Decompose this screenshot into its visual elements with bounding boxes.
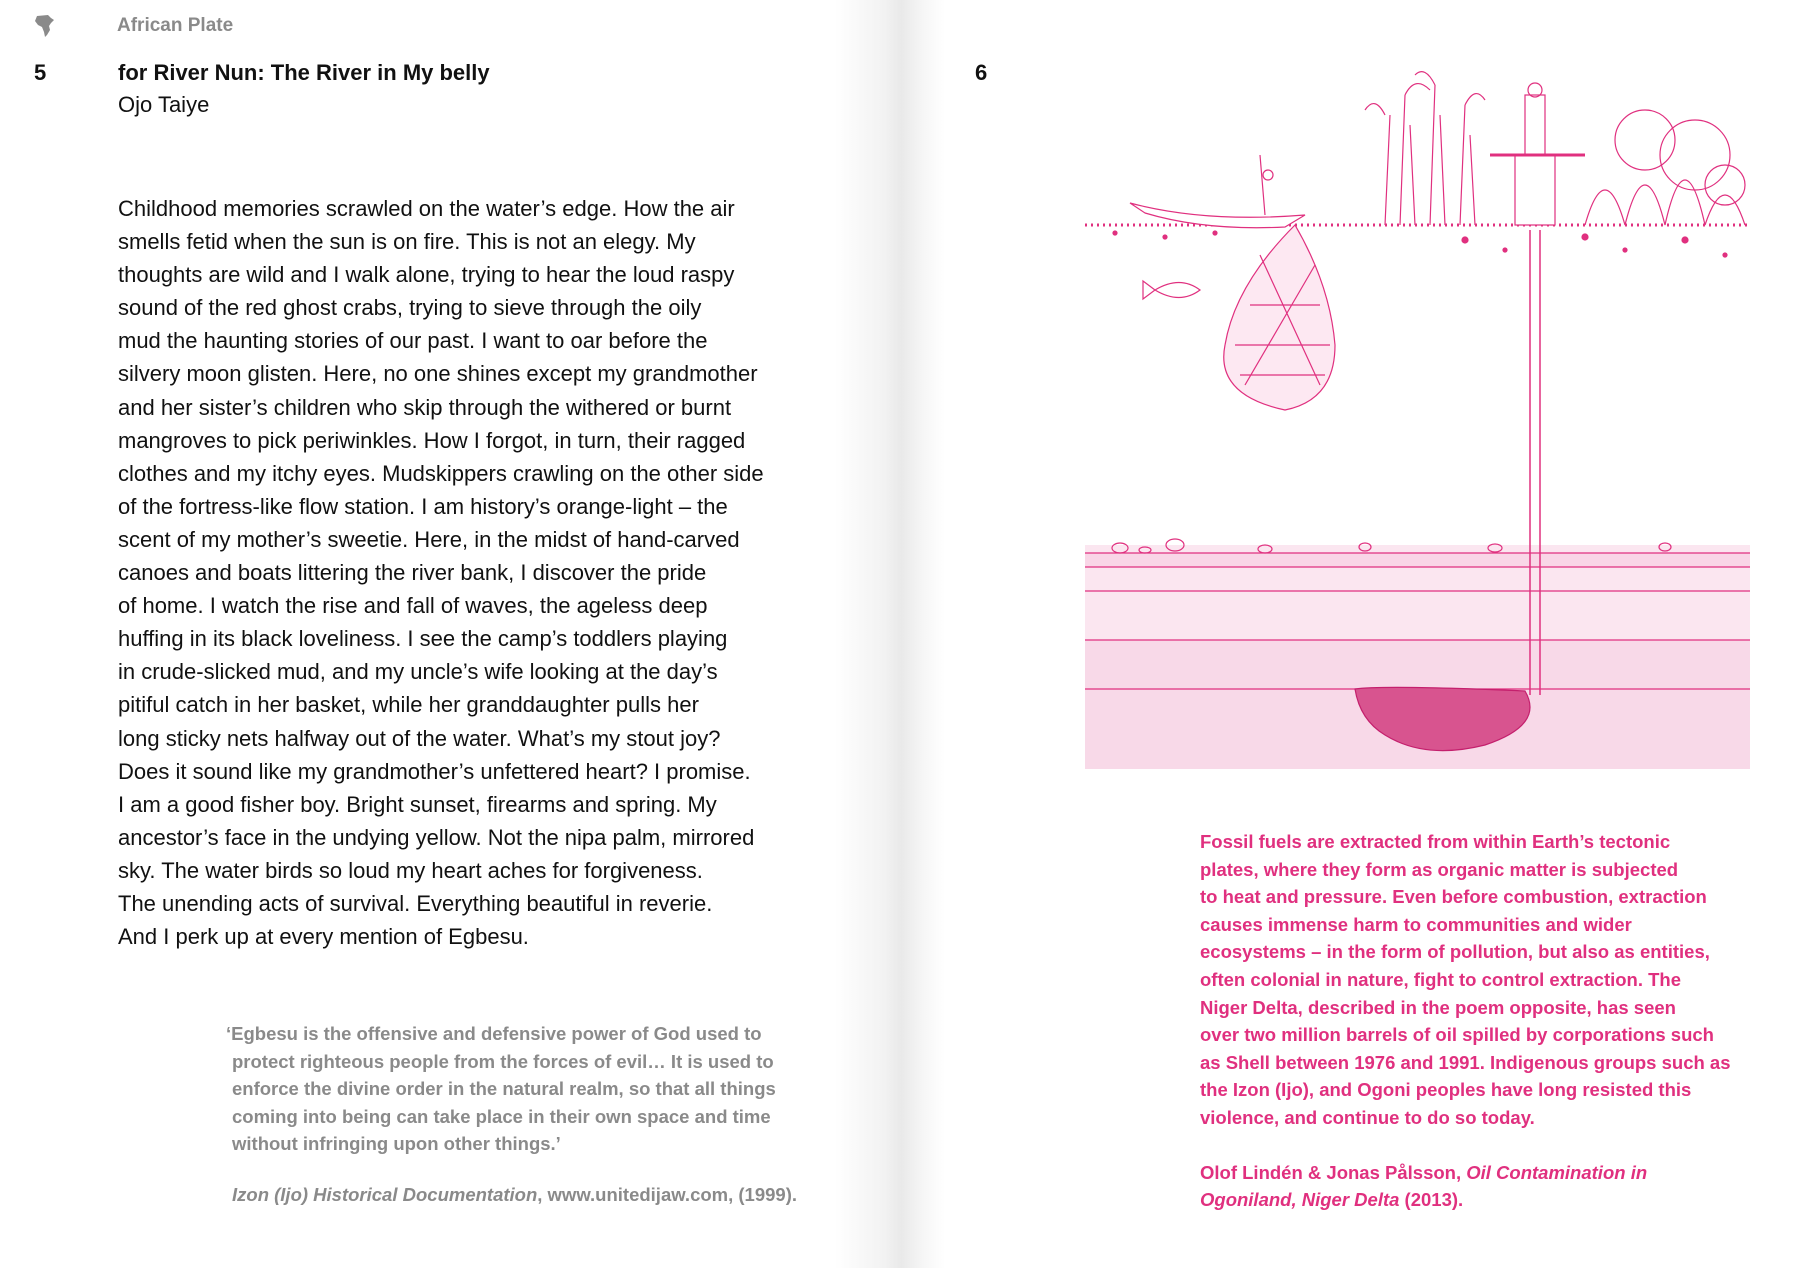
quote-citation xyxy=(226,1184,826,1206)
citation-title-part-2: Ogoniland, Niger Delta xyxy=(1200,1189,1400,1211)
poem-line: pitiful catch in her basket, while her granddaughter pulls her xyxy=(118,692,699,718)
caption-line: to heat and pressure. Even before combustion, extraction xyxy=(1200,886,1707,908)
poem-line: mud the haunting stories of our past. I want to oar before the xyxy=(118,328,708,354)
poem-line: canoes and boats littering the river bank, I discover the pride xyxy=(118,560,707,586)
caption-citation-line xyxy=(1200,1186,1760,1214)
poem-line: in crude-slicked mud, and my uncle’s wife looking at the day’s xyxy=(118,659,718,685)
section-title: African Plate xyxy=(117,15,234,36)
caption-line: causes immense harm to communities and wider xyxy=(1200,913,1632,935)
quote-citation-source: , www.unitedijaw.com, (1999). xyxy=(537,1183,798,1205)
poem-line: sound of the red ghost crabs, trying to sieve through the oily xyxy=(118,295,702,321)
caption-line: ecosystems – in the form of pollution, but also as entities, xyxy=(1200,941,1710,963)
poem-line: ancestor’s face in the undying yellow. Not the nipa palm, mirrored xyxy=(118,824,755,850)
oil-extraction-cross-section-illustration xyxy=(1085,55,1750,769)
page-number-left: 5 xyxy=(34,60,47,85)
poem-line: of home. I watch the rise and fall of waves, the ageless deep xyxy=(118,593,708,619)
poem-line: sky. The water birds so loud my heart aches for forgiveness. xyxy=(118,857,703,883)
quote-line: protect righteous people from the forces of evil… It is used to xyxy=(232,1050,774,1072)
quote-line: coming into being can take place in their own space and time xyxy=(232,1105,771,1127)
quote-line: without infringing upon other things.’ xyxy=(232,1133,561,1155)
poem-line: silvery moon glisten. Here, no one shines except my grandmother xyxy=(118,361,758,387)
page-number-right: 6 xyxy=(975,60,988,85)
caption-line: often colonial in nature, fight to control extraction. The xyxy=(1200,968,1682,990)
poem-author: Ojo Taiye xyxy=(118,92,210,117)
poem-line: and her sister’s children who skip through the withered or burnt xyxy=(118,394,732,420)
citation-year: (2013). xyxy=(1399,1189,1464,1211)
poem-line: long sticky nets halfway out of the water. What’s my stout joy? xyxy=(118,725,721,751)
caption-line: plates, where they form as organic matter is subjected xyxy=(1200,858,1679,880)
africa-continent-icon xyxy=(34,14,56,38)
poem-line: clothes and my itchy eyes. Mudskippers crawling on the other side xyxy=(118,460,764,486)
book-gutter-shadow xyxy=(835,0,945,1268)
caption-citation-line xyxy=(1200,1159,1760,1187)
caption-line: over two million barrels of oil spilled by corporations such xyxy=(1200,1024,1714,1046)
poem-line: of the fortress-like flow station. I am history’s orange-light – the xyxy=(118,493,728,519)
caption-line: as Shell between 1976 and 1991. Indigenous groups such as xyxy=(1200,1051,1731,1073)
poem-line: scent of my mother’s sweetie. Here, in the midst of hand-carved xyxy=(118,526,740,552)
citation-authors: Olof Lindén & Jonas Pålsson, xyxy=(1200,1161,1467,1183)
poem-line: And I perk up at every mention of Egbesu. xyxy=(118,924,529,950)
poem-line: huffing in its black loveliness. I see the camp’s toddlers playing xyxy=(118,626,728,652)
egbesu-quote xyxy=(226,1020,826,1206)
citation-title-part-1: Oil Contamination in xyxy=(1466,1161,1648,1183)
caption-line: Fossil fuels are extracted from within Earth’s tectonic xyxy=(1200,831,1671,852)
quote-line: ‘Egbesu is the offensive and defensive power of God used to xyxy=(226,1023,762,1044)
poem-body xyxy=(118,192,818,953)
poem-title: for River Nun: The River in My belly xyxy=(118,60,490,85)
caption-line: violence, and continue to do so today. xyxy=(1200,1106,1535,1128)
poem-line: mangroves to pick periwinkles. How I forgot, in turn, their ragged xyxy=(118,427,746,453)
poem-line: Childhood memories scrawled on the water’s edge. How the air xyxy=(118,196,735,221)
quote-line: enforce the divine order in the natural realm, so that all things xyxy=(232,1078,776,1100)
caption-line: the Izon (Ijo), and Ogoni peoples have long resisted this xyxy=(1200,1079,1692,1101)
caption-line: Niger Delta, described in the poem opposite, has seen xyxy=(1200,996,1676,1018)
poem-line: I am a good fisher boy. Bright sunset, firearms and spring. My xyxy=(118,791,717,817)
poem-line: The unending acts of survival. Everything beautiful in reverie. xyxy=(118,890,713,916)
poem-line: smells fetid when the sun is on fire. This is not an elegy. My xyxy=(118,229,696,255)
caption-text xyxy=(1200,828,1760,1214)
quote-citation-title: Izon (Ijo) Historical Documentation xyxy=(232,1183,538,1205)
caption-citation xyxy=(1200,1159,1760,1214)
poem-line: Does it sound like my grandmother’s unfettered heart? I promise. xyxy=(118,758,751,784)
poem-line: thoughts are wild and I walk alone, trying to hear the loud raspy xyxy=(118,262,735,288)
